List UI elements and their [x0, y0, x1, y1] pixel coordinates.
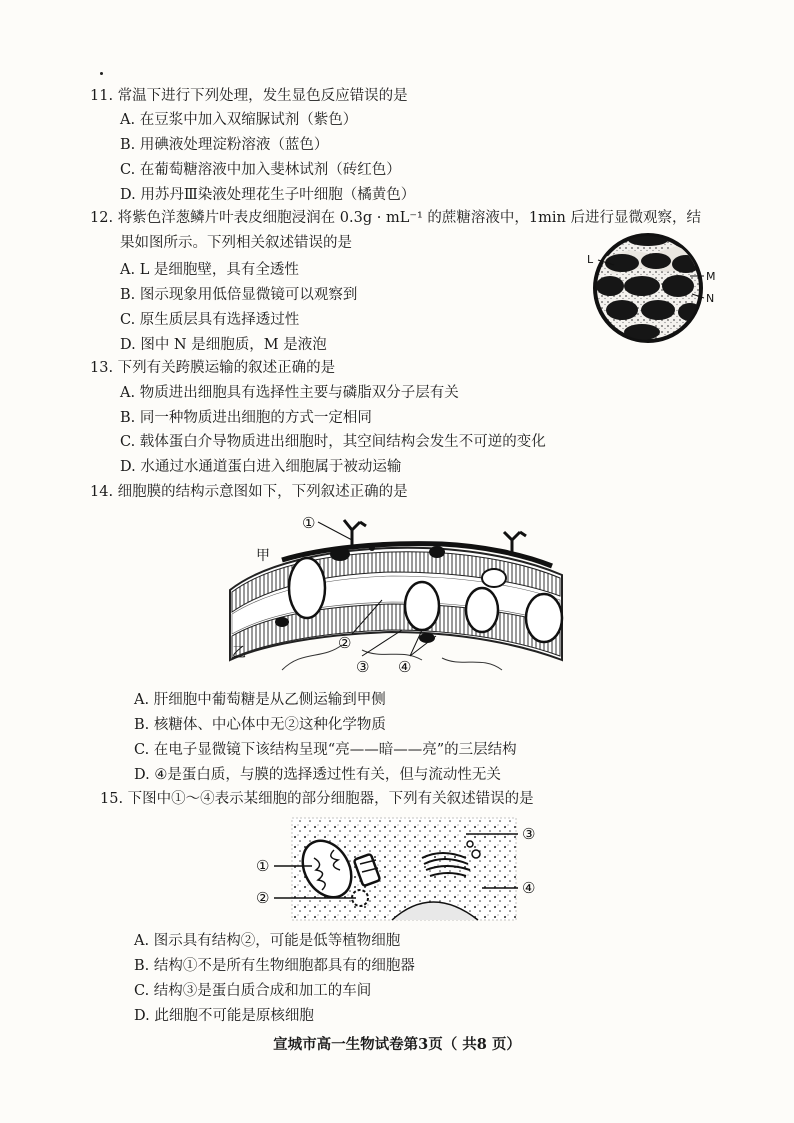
q15-label-1: ①	[256, 857, 270, 875]
q14-label-jia: 甲	[256, 548, 270, 564]
q14-stem: 14. 细胞膜的结构示意图如下，下列叙述正确的是	[90, 484, 408, 500]
q11-option-b: B. 用碘液处理淀粉溶液（蓝色）	[120, 137, 329, 153]
q12-option-a: A. L 是细胞壁，具有全透性	[120, 262, 299, 278]
q13-stem: 13. 下列有关跨膜运输的叙述正确的是	[90, 360, 336, 376]
q13-option-c: C. 载体蛋白介导物质进出细胞时，其空间结构会发生不可逆的变化	[120, 434, 546, 450]
q14-label-3: ③	[356, 658, 370, 676]
organelle-figure	[252, 814, 552, 924]
q12-label-n: N	[706, 292, 715, 305]
q12-stem-cont: 果如图所示。下列相关叙述错误的是	[120, 235, 352, 251]
q15-label-3: ③	[522, 825, 536, 843]
q13-option-d: D. 水通过水通道蛋白进入细胞属于被动运输	[120, 459, 402, 475]
q14-option-a: A. 肝细胞中葡萄糖是从乙侧运输到甲侧	[134, 692, 386, 708]
q12-option-d: D. 图中 N 是细胞质，M 是液泡	[120, 337, 327, 353]
q12-label-l: L	[587, 253, 594, 266]
q12-label-m: M	[706, 270, 716, 283]
membrane-figure	[222, 510, 566, 680]
q15-option-a: A. 图示具有结构②，可能是低等植物细胞	[134, 933, 401, 949]
q15-label-4: ④	[522, 879, 536, 897]
plasmolysis-figure	[582, 228, 732, 346]
q15-label-2: ②	[256, 889, 270, 907]
q14-label-2: ②	[338, 634, 352, 652]
q11-option-d: D. 用苏丹Ⅲ染液处理花生子叶细胞（橘黄色）	[120, 187, 416, 203]
q12-stem: 12. 将紫色洋葱鳞片叶表皮细胞浸润在 0.3g · mL⁻¹ 的蔗糖溶液中，1min 后进行显微观察，结	[90, 210, 701, 226]
q15-stem: 15. 下图中①～④表示某细胞的部分细胞器，下列有关叙述错误的是	[100, 791, 534, 807]
scan-dot	[100, 72, 103, 75]
q12-option-c: C. 原生质层具有选择透过性	[120, 312, 300, 328]
page-footer: 宣城市高一生物试卷第3页（ 共8 页）	[273, 1036, 521, 1053]
q15-option-d: D. 此细胞不可能是原核细胞	[134, 1008, 314, 1024]
q11-option-a: A. 在豆浆中加入双缩脲试剂（紫色）	[120, 112, 358, 128]
q14-label-4: ④	[398, 658, 412, 676]
q11-option-c: C. 在葡萄糖溶液中加入斐林试剂（砖红色）	[120, 162, 401, 178]
q15-option-c: C. 结构③是蛋白质合成和加工的车间	[134, 983, 372, 999]
q14-label-1: ①	[302, 514, 316, 532]
q13-option-a: A. 物质进出细胞具有选择性主要与磷脂双分子层有关	[120, 385, 459, 401]
q15-option-b: B. 结构①不是所有生物细胞都具有的细胞器	[134, 958, 415, 974]
q14-label-yi: 乙	[232, 645, 246, 661]
q14-option-c: C. 在电子显微镜下该结构呈现“亮——暗——亮”的三层结构	[134, 742, 517, 758]
q11-stem: 11. 常温下进行下列处理，发生显色反应错误的是	[90, 88, 408, 104]
q12-option-b: B. 图示现象用低倍显微镜可以观察到	[120, 287, 358, 303]
q14-option-b: B. 核糖体、中心体中无②这种化学物质	[134, 717, 386, 733]
q13-option-b: B. 同一种物质进出细胞的方式一定相同	[120, 410, 372, 426]
q14-option-d: D. ④是蛋白质，与膜的选择透过性有关，但与流动性无关	[134, 767, 501, 783]
